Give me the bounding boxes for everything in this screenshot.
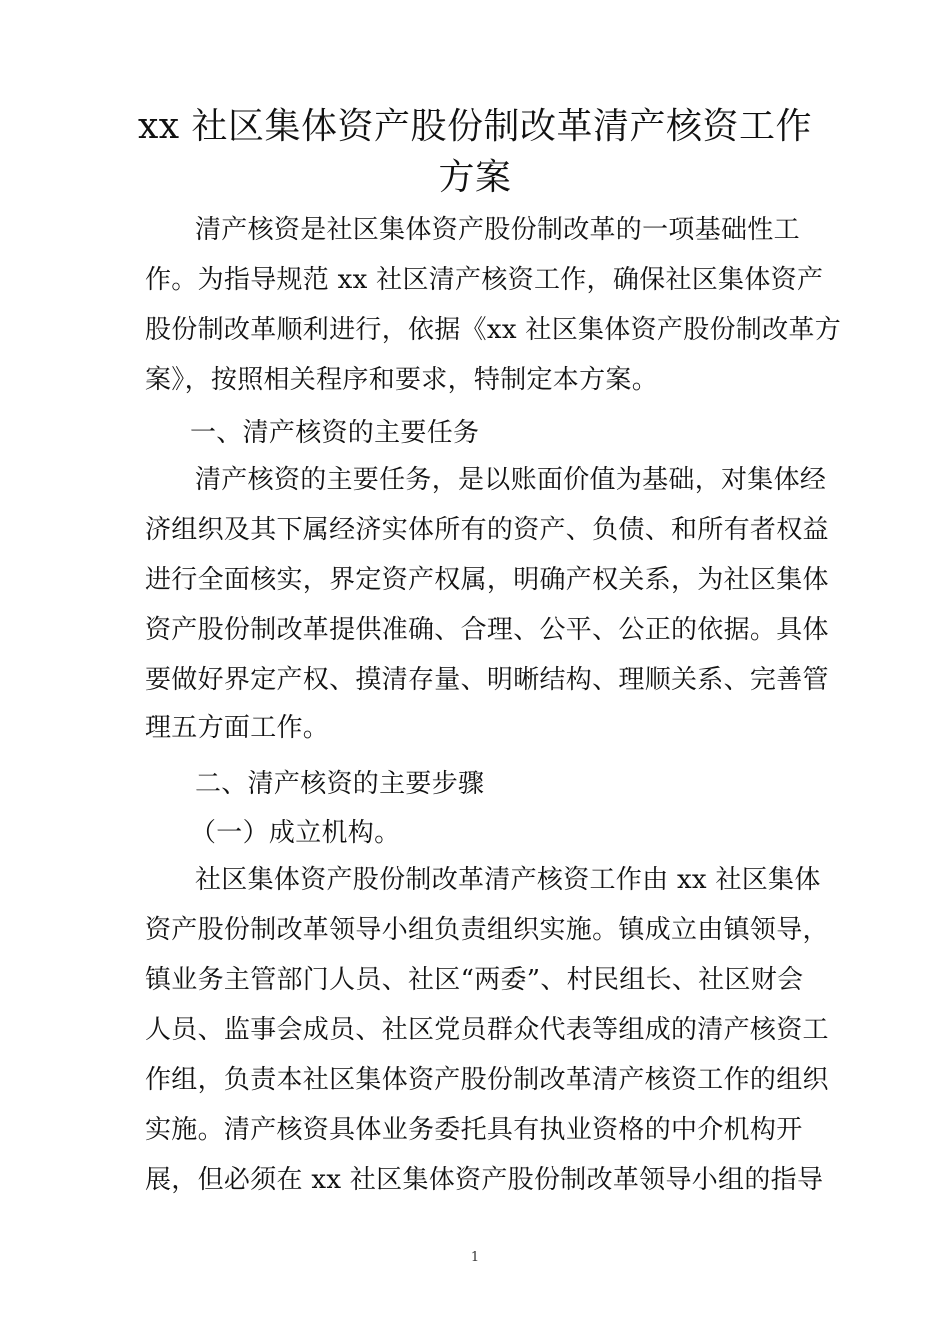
paragraph-line: 济组织及其下属经济实体所有的资产、负债、和所有者权益	[145, 515, 829, 545]
paragraph-line: 清产核资的主要任务，是以账面价值为基础，对集体经	[195, 465, 827, 495]
paragraph-line: 展，但必须在 xx 社区集体资产股份制改革领导小组的指导	[145, 1165, 824, 1195]
paragraph-line: 社区集体资产股份制改革清产核资工作由 xx 社区集体	[195, 865, 821, 895]
paragraph-line: 案》，按照相关程序和要求，特制定本方案。	[145, 365, 659, 395]
paragraph-line: 清产核资是社区集体资产股份制改革的一项基础性工	[195, 215, 800, 245]
section-heading: 一、清产核资的主要任务	[190, 418, 480, 448]
paragraph-line: 资产股份制改革领导小组负责组织实施。镇成立由镇领导，	[145, 915, 829, 945]
document-title-line-2: 方案	[438, 157, 512, 198]
section-heading: 二、清产核资的主要步骤	[195, 769, 485, 799]
paragraph-line: 作组，负责本社区集体资产股份制改革清产核资工作的组织	[145, 1065, 829, 1095]
paragraph-line: 理五方面工作。	[145, 713, 330, 743]
paragraph-line: 镇业务主管部门人员、社区“两委”、村民组长、社区财会	[145, 965, 804, 995]
paragraph-line: 实施。清产核资具体业务委托具有执业资格的中介机构开	[145, 1115, 803, 1145]
paragraph-line: 作。为指导规范 xx 社区清产核资工作，确保社区集体资产	[145, 265, 824, 295]
subsection-heading: （一）成立机构。	[190, 818, 401, 848]
page-number: 1	[470, 1250, 480, 1265]
paragraph-line: 人员、监事会成员、社区党员群众代表等组成的清产核资工	[145, 1015, 829, 1045]
paragraph-line: 股份制改革顺利进行，依据《xx 社区集体资产股份制改革方	[145, 315, 841, 345]
paragraph-line: 进行全面核实，界定资产权属，明确产权关系，为社区集体	[145, 565, 829, 595]
paragraph-line: 资产股份制改革提供准确、合理、公平、公正的依据。具体	[145, 615, 829, 645]
paragraph-line: 要做好界定产权、摸清存量、明晰结构、理顺关系、完善管	[145, 665, 829, 695]
document-title-line-1: xx 社区集体资产股份制改革清产核资工作	[137, 106, 813, 147]
